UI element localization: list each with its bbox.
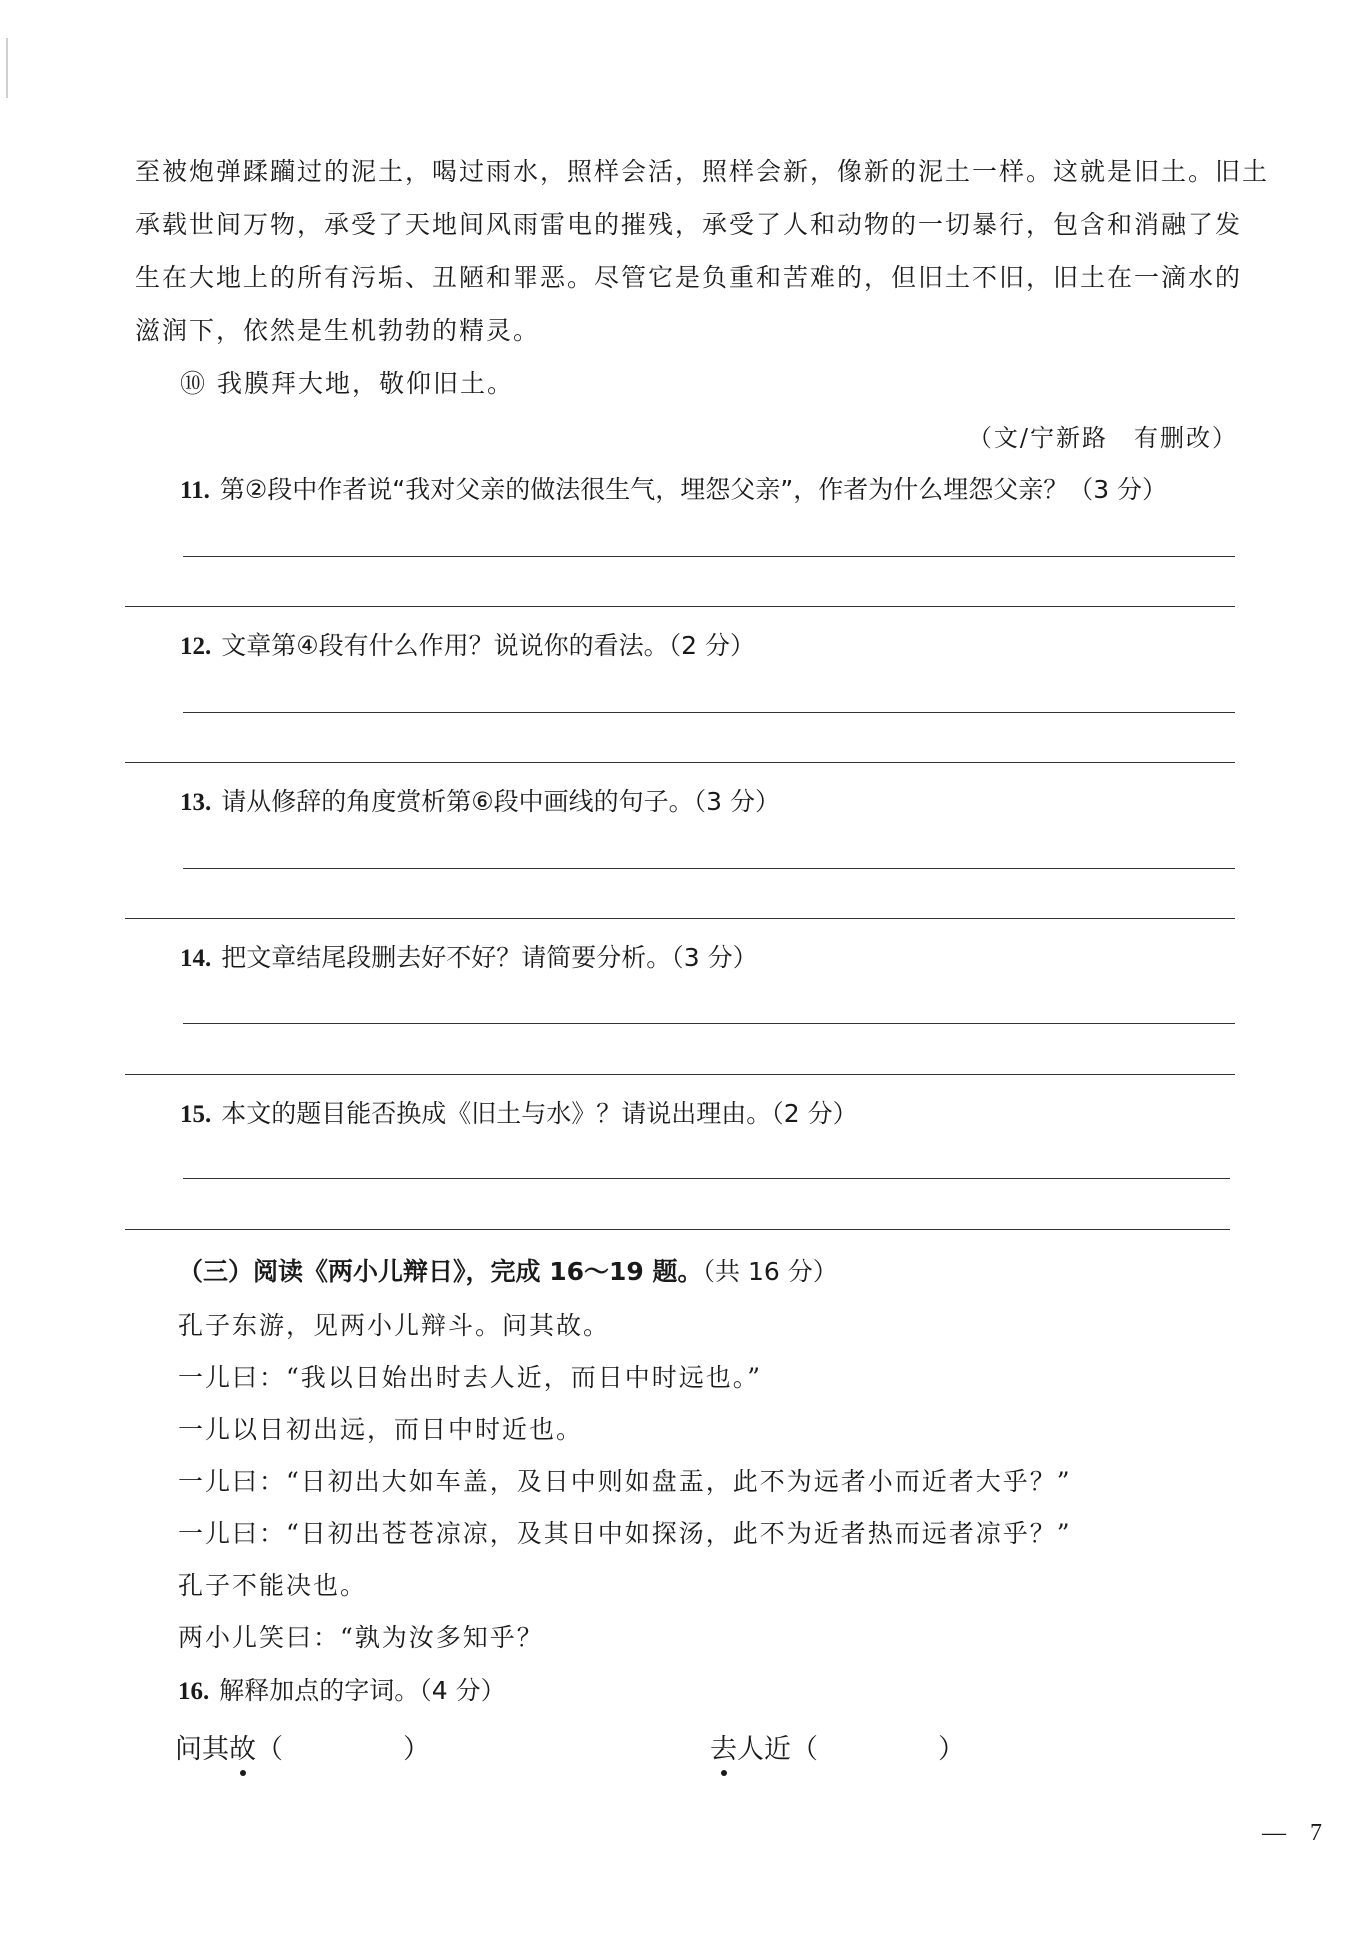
classical-text-line: 一儿以日初出远，而日中时近也。 [178, 1415, 584, 1444]
classical-text-line: 一儿曰：“我以日始出时去人近，而日中时远也。” [178, 1363, 763, 1392]
question-14 [180, 938, 758, 974]
classical-text-line: 一儿曰：“日初出苍苍凉凉，及其日中如探汤，此不为近者热而远者凉乎？” [178, 1519, 1072, 1548]
page-number: — 7 [1262, 1820, 1322, 1846]
close-paren: ） [403, 1734, 430, 1765]
open-paren: （ [256, 1734, 283, 1765]
answer-line[interactable] [125, 918, 1235, 919]
item-suffix: 人近 [737, 1734, 791, 1765]
close-paren: ） [938, 1734, 965, 1765]
passage-line-1: 至被炮弹蹂躏过的泥土，喝过雨水，照样会活，照样会新，像新的泥土一样。这就是旧土。旧土 [135, 157, 1270, 186]
section-points: （共 16 分） [702, 1257, 838, 1286]
question-number: 15. [180, 1101, 212, 1128]
answer-line[interactable] [125, 1074, 1235, 1075]
passage-source: （文/宁新路 有删改） [967, 424, 1238, 452]
answer-line[interactable] [125, 1229, 1230, 1230]
q16-item-2 [710, 1727, 965, 1766]
classical-text-line: 孔子不能决也。 [178, 1571, 368, 1600]
dotted-char: 故 [229, 1727, 256, 1766]
classical-text-line: 一儿曰：“日初出大如车盖，及日中则如盘盂，此不为远者小而近者大乎？” [178, 1467, 1072, 1496]
question-15 [180, 1094, 858, 1130]
question-text: 把文章结尾段删去好不好？请简要分析。（3 分） [221, 943, 758, 972]
section-3-title [178, 1252, 838, 1288]
question-13 [180, 782, 780, 818]
question-number: 13. [180, 789, 212, 816]
item-prefix: 问其 [175, 1734, 229, 1765]
question-number: 12. [180, 633, 212, 660]
answer-line[interactable] [183, 556, 1235, 557]
passage-para-10: ⑩ 我膜拜大地，敬仰旧土。 [180, 369, 514, 398]
question-text: 本文的题目能否换成《旧土与水》？请说出理由。（2 分） [221, 1099, 858, 1128]
question-number: 11. [180, 477, 210, 504]
answer-line[interactable] [183, 712, 1235, 713]
question-11 [180, 470, 1167, 506]
classical-text-line: 两小儿笑曰：“孰为汝多知乎？ [178, 1623, 544, 1652]
q16-item-1 [175, 1727, 430, 1766]
question-text: 请从修辞的角度赏析第⑥段中画线的句子。（3 分） [221, 787, 781, 816]
answer-line[interactable] [183, 1023, 1235, 1024]
question-text: 解释加点的字词。（4 分） [219, 1676, 506, 1705]
passage-line-4: 滋润下，依然是生机勃勃的精灵。 [135, 316, 541, 345]
answer-line[interactable] [125, 606, 1235, 607]
classical-text-line: 孔子东游，见两小儿辩斗。问其故。 [178, 1311, 611, 1340]
passage-line-2: 承载世间万物，承受了天地间风雨雷电的摧残，承受了人和动物的一切暴行，包含和消融了发 [135, 210, 1243, 239]
answer-line[interactable] [183, 868, 1235, 869]
question-text: 文章第④段有什么作用？说说你的看法。（2 分） [221, 631, 756, 660]
dotted-char: 去 [710, 1727, 737, 1766]
question-16 [178, 1671, 506, 1707]
section-title-text: （三）阅读《两小儿辩日》，完成 16～19 题。 [178, 1257, 703, 1286]
answer-line[interactable] [125, 762, 1235, 763]
answer-line[interactable] [183, 1178, 1230, 1179]
question-number: 14. [180, 945, 212, 972]
question-text: 第②段中作者说“我对父亲的做法很生气，埋怨父亲”，作者为什么埋怨父亲？（3 分） [219, 475, 1168, 504]
question-number: 16. [178, 1678, 210, 1705]
question-12 [180, 626, 755, 662]
open-paren: （ [791, 1734, 818, 1765]
passage-line-3: 生在大地上的所有污垢、丑陋和罪恶。尽管它是负重和苦难的，但旧土不旧，旧土在一滴水的 [135, 263, 1243, 292]
scan-edge-mark [6, 38, 8, 98]
